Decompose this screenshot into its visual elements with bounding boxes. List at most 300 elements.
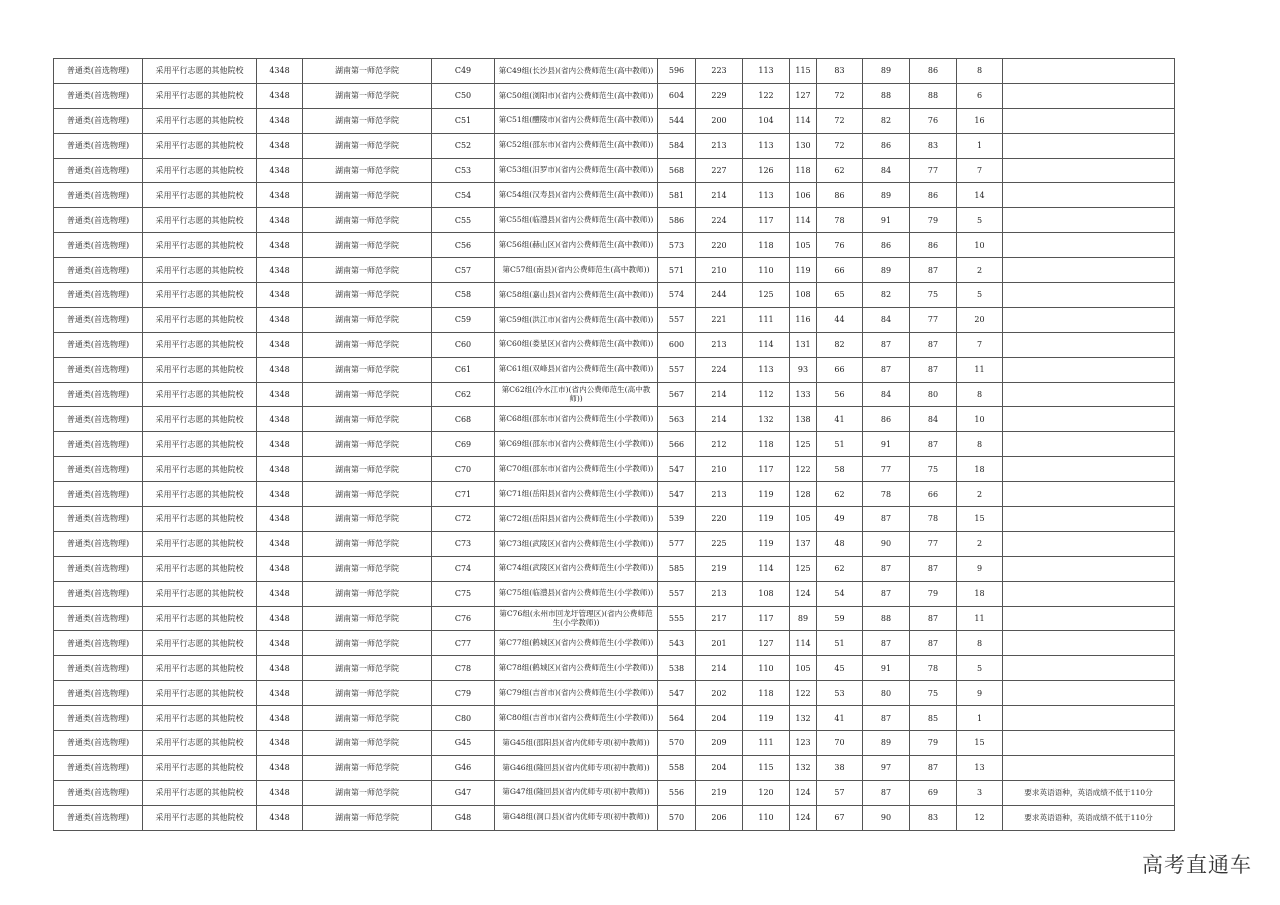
table-cell: 15: [957, 507, 1003, 532]
table-cell: 76: [910, 108, 957, 133]
table-cell: 111: [743, 307, 790, 332]
table-cell: 第C59组(洪江市)(省内公费师范生(高中教师)): [495, 307, 658, 332]
table-cell: 普通类(首选物理): [54, 656, 143, 681]
table-cell: 87: [910, 556, 957, 581]
table-cell: 53: [817, 681, 863, 706]
table-cell: C50: [432, 83, 495, 108]
table-cell: G46: [432, 755, 495, 780]
table-cell: G45: [432, 731, 495, 756]
table-cell: 5: [957, 208, 1003, 233]
table-row: [54, 183, 1175, 208]
table-cell: 558: [658, 755, 696, 780]
table-cell: 105: [790, 656, 817, 681]
table-cell: 79: [910, 208, 957, 233]
table-cell: 4348: [257, 482, 303, 507]
table-cell: 86: [863, 407, 910, 432]
table-cell: 229: [696, 83, 743, 108]
table-cell: 87: [863, 706, 910, 731]
table-cell: 219: [696, 556, 743, 581]
table-cell: 65: [817, 283, 863, 308]
table-cell: C57: [432, 258, 495, 283]
table-cell: 普通类(首选物理): [54, 307, 143, 332]
table-cell: 86: [910, 59, 957, 84]
table-cell: 91: [863, 432, 910, 457]
table-cell: 湖南第一师范学院: [303, 59, 432, 84]
table-cell: C51: [432, 108, 495, 133]
table-cell: 105: [790, 233, 817, 258]
table-cell: 4348: [257, 681, 303, 706]
table-cell: 10: [957, 233, 1003, 258]
table-cell: 要求英语语种，英语成绩不低于110分: [1003, 780, 1175, 805]
watermark-text: 高考直通车: [1142, 853, 1252, 877]
table-cell: 119: [743, 507, 790, 532]
table-cell: 湖南第一师范学院: [303, 208, 432, 233]
table-cell: 要求英语语种，英语成绩不低于110分: [1003, 805, 1175, 830]
table-cell: [1003, 482, 1175, 507]
table-cell: 126: [743, 158, 790, 183]
table-cell: 584: [658, 133, 696, 158]
table-cell: 第C70组(邵东市)(省内公费师范生(小学教师)): [495, 457, 658, 482]
table-cell: 84: [910, 407, 957, 432]
table-cell: 125: [790, 556, 817, 581]
table-cell: C60: [432, 332, 495, 357]
table-cell: 4348: [257, 307, 303, 332]
table-cell: 4348: [257, 158, 303, 183]
table-cell: 104: [743, 108, 790, 133]
table-cell: 采用平行志愿的其他院校: [143, 133, 257, 158]
table-cell: 7: [957, 332, 1003, 357]
table-cell: 84: [863, 382, 910, 407]
table-cell: 采用平行志愿的其他院校: [143, 432, 257, 457]
table-cell: 210: [696, 258, 743, 283]
table-cell: 119: [790, 258, 817, 283]
table-cell: 第G48组(洞口县)(省内优师专项(初中教师)): [495, 805, 658, 830]
table-cell: 4348: [257, 780, 303, 805]
table-cell: 13: [957, 755, 1003, 780]
table-cell: 普通类(首选物理): [54, 133, 143, 158]
table-cell: C49: [432, 59, 495, 84]
table-cell: 采用平行志愿的其他院校: [143, 83, 257, 108]
table-cell: 122: [790, 681, 817, 706]
table-cell: 87: [910, 606, 957, 631]
table-cell: 86: [910, 233, 957, 258]
table-cell: 556: [658, 780, 696, 805]
table-cell: 普通类(首选物理): [54, 283, 143, 308]
table-cell: 采用平行志愿的其他院校: [143, 556, 257, 581]
table-cell: 第C74组(武陵区)(省内公费师范生(小学教师)): [495, 556, 658, 581]
table-cell: 44: [817, 307, 863, 332]
table-cell: C53: [432, 158, 495, 183]
table-cell: 湖南第一师范学院: [303, 432, 432, 457]
table-cell: 78: [910, 507, 957, 532]
table-cell: 85: [910, 706, 957, 731]
table-cell: 557: [658, 357, 696, 382]
table-cell: 566: [658, 432, 696, 457]
table-cell: 87: [910, 332, 957, 357]
table-cell: 4348: [257, 407, 303, 432]
table-cell: 4348: [257, 258, 303, 283]
table-cell: 124: [790, 581, 817, 606]
table-cell: 普通类(首选物理): [54, 83, 143, 108]
table-cell: 采用平行志愿的其他院校: [143, 382, 257, 407]
table-cell: 80: [863, 681, 910, 706]
table-cell: 577: [658, 531, 696, 556]
table-cell: 108: [790, 283, 817, 308]
table-cell: 91: [863, 656, 910, 681]
table-cell: 第C61组(双峰县)(省内公费师范生(高中教师)): [495, 357, 658, 382]
table-cell: 201: [696, 631, 743, 656]
table-cell: 87: [863, 581, 910, 606]
table-row: [54, 407, 1175, 432]
table-cell: 15: [957, 731, 1003, 756]
table-cell: 122: [790, 457, 817, 482]
table-cell: 210: [696, 457, 743, 482]
table-cell: 596: [658, 59, 696, 84]
table-cell: 89: [863, 258, 910, 283]
table-cell: 普通类(首选物理): [54, 183, 143, 208]
table-cell: 568: [658, 158, 696, 183]
table-cell: 119: [743, 706, 790, 731]
table-cell: 223: [696, 59, 743, 84]
table-cell: 4348: [257, 108, 303, 133]
table-cell: 84: [863, 307, 910, 332]
table-cell: 湖南第一师范学院: [303, 382, 432, 407]
table-cell: 采用平行志愿的其他院校: [143, 482, 257, 507]
table-cell: 564: [658, 706, 696, 731]
table-row: [54, 780, 1175, 805]
table-cell: 113: [743, 59, 790, 84]
table-row: [54, 382, 1175, 407]
table-cell: 38: [817, 755, 863, 780]
table-cell: 123: [790, 731, 817, 756]
table-row: [54, 457, 1175, 482]
table-cell: 586: [658, 208, 696, 233]
table-cell: 543: [658, 631, 696, 656]
table-cell: 59: [817, 606, 863, 631]
table-cell: C74: [432, 556, 495, 581]
table-cell: [1003, 83, 1175, 108]
table-cell: 18: [957, 457, 1003, 482]
table-cell: 41: [817, 706, 863, 731]
table-cell: 湖南第一师范学院: [303, 755, 432, 780]
table-cell: [1003, 556, 1175, 581]
table-cell: 4348: [257, 133, 303, 158]
table-cell: 湖南第一师范学院: [303, 606, 432, 631]
table-cell: 4348: [257, 332, 303, 357]
table-cell: C59: [432, 307, 495, 332]
table-cell: 114: [790, 631, 817, 656]
table-row: [54, 507, 1175, 532]
table-cell: 第C62组(冷水江市)(省内公费师范生(高中教师)): [495, 382, 658, 407]
table-cell: 539: [658, 507, 696, 532]
table-cell: [1003, 158, 1175, 183]
table-cell: [1003, 606, 1175, 631]
table-cell: [1003, 357, 1175, 382]
table-cell: [1003, 706, 1175, 731]
table-cell: 普通类(首选物理): [54, 681, 143, 706]
table-cell: 第C75组(临澧县)(省内公费师范生(小学教师)): [495, 581, 658, 606]
table-cell: 湖南第一师范学院: [303, 581, 432, 606]
table-cell: 普通类(首选物理): [54, 755, 143, 780]
table-cell: 138: [790, 407, 817, 432]
table-cell: 采用平行志愿的其他院校: [143, 332, 257, 357]
table-cell: 224: [696, 208, 743, 233]
table-cell: 湖南第一师范学院: [303, 556, 432, 581]
table-cell: 5: [957, 283, 1003, 308]
table-cell: 12: [957, 805, 1003, 830]
table-cell: 采用平行志愿的其他院校: [143, 656, 257, 681]
table-cell: 118: [790, 158, 817, 183]
table-cell: 214: [696, 656, 743, 681]
table-cell: 湖南第一师范学院: [303, 108, 432, 133]
table-cell: 4348: [257, 581, 303, 606]
table-cell: 普通类(首选物理): [54, 382, 143, 407]
table-cell: [1003, 183, 1175, 208]
table-cell: 4348: [257, 208, 303, 233]
table-cell: [1003, 258, 1175, 283]
table-cell: 8: [957, 432, 1003, 457]
table-cell: 4348: [257, 805, 303, 830]
table-cell: 87: [863, 556, 910, 581]
table-cell: 6: [957, 83, 1003, 108]
table-cell: 110: [743, 258, 790, 283]
table-cell: [1003, 631, 1175, 656]
table-body: [54, 59, 1175, 831]
table-cell: 132: [790, 755, 817, 780]
table-cell: 湖南第一师范学院: [303, 233, 432, 258]
table-cell: 87: [910, 432, 957, 457]
table-cell: 89: [863, 183, 910, 208]
table-cell: 87: [863, 780, 910, 805]
table-cell: 87: [910, 631, 957, 656]
table-cell: 普通类(首选物理): [54, 357, 143, 382]
table-cell: 118: [743, 432, 790, 457]
table-cell: 20: [957, 307, 1003, 332]
table-cell: C75: [432, 581, 495, 606]
table-cell: 第C51组(醴陵市)(省内公费师范生(高中教师)): [495, 108, 658, 133]
table-cell: C70: [432, 457, 495, 482]
table-cell: 普通类(首选物理): [54, 432, 143, 457]
table-cell: [1003, 731, 1175, 756]
table-cell: 第C49组(长沙县)(省内公费师范生(高中教师)): [495, 59, 658, 84]
table-cell: 51: [817, 631, 863, 656]
table-cell: 1: [957, 706, 1003, 731]
table-cell: 湖南第一师范学院: [303, 531, 432, 556]
table-cell: 75: [910, 681, 957, 706]
table-cell: 87: [863, 332, 910, 357]
table-cell: 采用平行志愿的其他院校: [143, 183, 257, 208]
table-cell: 湖南第一师范学院: [303, 780, 432, 805]
table-cell: 45: [817, 656, 863, 681]
table-cell: 105: [790, 507, 817, 532]
table-cell: 75: [910, 457, 957, 482]
table-cell: 9: [957, 681, 1003, 706]
admission-score-table: [53, 58, 1175, 831]
table-cell: [1003, 59, 1175, 84]
table-cell: 131: [790, 332, 817, 357]
table-cell: 第C54组(汉寿县)(省内公费师范生(高中教师)): [495, 183, 658, 208]
table-cell: [1003, 283, 1175, 308]
table-cell: 86: [817, 183, 863, 208]
table-cell: 采用平行志愿的其他院校: [143, 681, 257, 706]
table-cell: 58: [817, 457, 863, 482]
table-cell: 132: [790, 706, 817, 731]
table-cell: 湖南第一师范学院: [303, 805, 432, 830]
table-cell: 湖南第一师范学院: [303, 133, 432, 158]
table-row: [54, 681, 1175, 706]
table-cell: [1003, 507, 1175, 532]
table-cell: 214: [696, 407, 743, 432]
table-cell: 114: [743, 556, 790, 581]
table-cell: 78: [910, 656, 957, 681]
table-cell: 585: [658, 556, 696, 581]
table-cell: 213: [696, 332, 743, 357]
table-cell: 77: [910, 531, 957, 556]
table-cell: [1003, 581, 1175, 606]
table-cell: 54: [817, 581, 863, 606]
table-cell: 8: [957, 59, 1003, 84]
table-cell: 湖南第一师范学院: [303, 258, 432, 283]
table-cell: 204: [696, 706, 743, 731]
table-cell: 41: [817, 407, 863, 432]
table-cell: 79: [910, 581, 957, 606]
table-cell: 117: [743, 606, 790, 631]
table-row: [54, 258, 1175, 283]
table-cell: [1003, 332, 1175, 357]
table-cell: 采用平行志愿的其他院校: [143, 531, 257, 556]
table-cell: 普通类(首选物理): [54, 59, 143, 84]
table-cell: 67: [817, 805, 863, 830]
table-row: [54, 731, 1175, 756]
table-cell: 采用平行志愿的其他院校: [143, 606, 257, 631]
table-cell: 4348: [257, 357, 303, 382]
table-cell: 555: [658, 606, 696, 631]
table-cell: 第C72组(岳阳县)(省内公费师范生(小学教师)): [495, 507, 658, 532]
table-cell: 4348: [257, 556, 303, 581]
table-cell: 77: [910, 307, 957, 332]
table-cell: 4348: [257, 382, 303, 407]
table-cell: 72: [817, 133, 863, 158]
table-cell: 570: [658, 805, 696, 830]
table-cell: 湖南第一师范学院: [303, 681, 432, 706]
table-cell: 采用平行志愿的其他院校: [143, 108, 257, 133]
table-cell: [1003, 233, 1175, 258]
table-cell: [1003, 755, 1175, 780]
table-cell: 采用平行志愿的其他院校: [143, 407, 257, 432]
table-cell: 4348: [257, 731, 303, 756]
table-cell: 220: [696, 507, 743, 532]
table-cell: 第C71组(岳阳县)(省内公费师范生(小学教师)): [495, 482, 658, 507]
table-cell: 普通类(首选物理): [54, 332, 143, 357]
table-cell: 8: [957, 631, 1003, 656]
table-cell: [1003, 681, 1175, 706]
table-cell: 567: [658, 382, 696, 407]
table-cell: 51: [817, 432, 863, 457]
table-cell: 采用平行志愿的其他院校: [143, 158, 257, 183]
table-cell: 573: [658, 233, 696, 258]
table-cell: 115: [790, 59, 817, 84]
table-cell: 4348: [257, 706, 303, 731]
table-row: [54, 283, 1175, 308]
table-cell: 200: [696, 108, 743, 133]
table-cell: 78: [863, 482, 910, 507]
table-cell: 89: [863, 731, 910, 756]
table-cell: 普通类(首选物理): [54, 208, 143, 233]
table-cell: 214: [696, 382, 743, 407]
table-cell: 4348: [257, 83, 303, 108]
table-cell: 第C80组(吉首市)(省内公费师范生(小学教师)): [495, 706, 658, 731]
table-cell: 湖南第一师范学院: [303, 656, 432, 681]
table-cell: 86: [910, 183, 957, 208]
table-cell: 湖南第一师范学院: [303, 307, 432, 332]
table-cell: 66: [910, 482, 957, 507]
table-cell: 湖南第一师范学院: [303, 407, 432, 432]
table-cell: C68: [432, 407, 495, 432]
table-cell: 62: [817, 556, 863, 581]
table-cell: G47: [432, 780, 495, 805]
table-cell: 83: [910, 133, 957, 158]
table-cell: 4348: [257, 606, 303, 631]
table-cell: 76: [817, 233, 863, 258]
table-cell: 119: [743, 482, 790, 507]
table-cell: 70: [817, 731, 863, 756]
table-cell: 第C55组(临澧县)(省内公费师范生(高中教师)): [495, 208, 658, 233]
table-row: [54, 108, 1175, 133]
table-cell: 125: [743, 283, 790, 308]
table-cell: 采用平行志愿的其他院校: [143, 457, 257, 482]
table-cell: 4348: [257, 656, 303, 681]
table-cell: 113: [743, 357, 790, 382]
table-cell: 88: [863, 83, 910, 108]
table-cell: 采用平行志愿的其他院校: [143, 507, 257, 532]
table-cell: 244: [696, 283, 743, 308]
table-cell: 570: [658, 731, 696, 756]
table-cell: 4348: [257, 183, 303, 208]
table-cell: 普通类(首选物理): [54, 805, 143, 830]
table-cell: 110: [743, 656, 790, 681]
table-cell: 采用平行志愿的其他院校: [143, 755, 257, 780]
table-cell: 93: [790, 357, 817, 382]
table-cell: 114: [743, 332, 790, 357]
table-cell: 112: [743, 382, 790, 407]
table-cell: 采用平行志愿的其他院校: [143, 233, 257, 258]
table-cell: 557: [658, 307, 696, 332]
table-cell: 普通类(首选物理): [54, 407, 143, 432]
table-cell: 48: [817, 531, 863, 556]
table-cell: 4348: [257, 457, 303, 482]
table-cell: 第C73组(武陵区)(省内公费师范生(小学教师)): [495, 531, 658, 556]
table-cell: G48: [432, 805, 495, 830]
table-cell: 49: [817, 507, 863, 532]
table-cell: 第G47组(隆回县)(省内优师专项(初中教师)): [495, 780, 658, 805]
table-cell: 采用平行志愿的其他院校: [143, 59, 257, 84]
table-cell: 89: [863, 59, 910, 84]
table-cell: 普通类(首选物理): [54, 233, 143, 258]
table-cell: 66: [817, 258, 863, 283]
table-cell: 普通类(首选物理): [54, 706, 143, 731]
table-cell: 538: [658, 656, 696, 681]
table-cell: 普通类(首选物理): [54, 507, 143, 532]
table-cell: 普通类(首选物理): [54, 457, 143, 482]
table-cell: 113: [743, 133, 790, 158]
table-cell: 采用平行志愿的其他院校: [143, 731, 257, 756]
table-cell: [1003, 457, 1175, 482]
table-cell: C58: [432, 283, 495, 308]
table-cell: [1003, 307, 1175, 332]
table-cell: 普通类(首选物理): [54, 780, 143, 805]
table-cell: 1: [957, 133, 1003, 158]
table-row: [54, 606, 1175, 631]
